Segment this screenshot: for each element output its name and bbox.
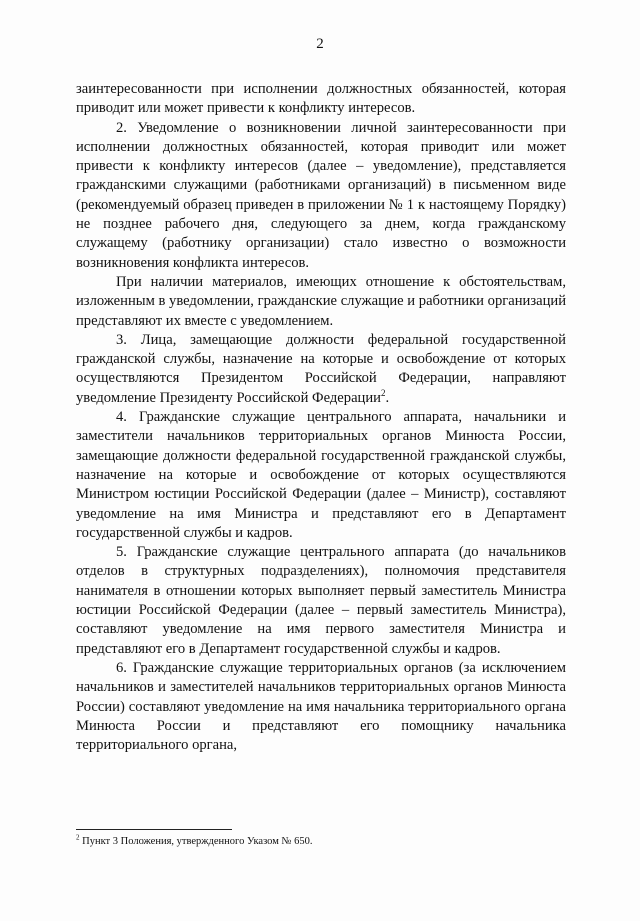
footnote-text: Пункт 3 Положения, утвержденного Указом № 650.	[79, 836, 313, 847]
paragraph-item-3	[76, 331, 566, 408]
footnote	[76, 835, 566, 848]
footnote-marker: 2	[76, 833, 80, 842]
page-number: 2	[316, 36, 324, 52]
footnote-reference: 2	[380, 387, 386, 398]
document-body	[76, 80, 566, 755]
paragraph-item-3-tail: .	[385, 389, 390, 406]
paragraph-item-2: 2. Уведомление о возникновении личной заинтересованности при исполнении должностных обязанностей, которая приводит или может привести к конфликту интересов (далее – уведомление), представляется гражданскими служащими (работниками организаций) в письменном виде (рекомендуемый образец приведен в приложении № 1 к настоящему Порядку) не позднее рабочего дня, следующего за днем, когда гражданскому служащему (работнику организации) стало известно о возможности возникновения конфликта интересов.	[76, 119, 566, 271]
paragraph-item-4: 4. Гражданские служащие центрального аппарата, начальники и заместители начальников территориальных органов Минюста России, замещающие должности федеральной государственной гражданской службы, назначение на которые и освобождение от которых осуществляются Министром юстиции Российской Федерации (далее – Министр), составляют уведомление на имя Министра и представляют его в Департамент государственной службы и кадров.	[76, 409, 566, 541]
paragraph-item-3-text: 3. Лица, замещающие должности федеральной государственной гражданской службы, назначение на которые и освобождение от которых осуществляются Президентом Российской Федерации, направляют уведомление Президенту Российской Федерации	[76, 331, 566, 406]
paragraph-continuation: заинтересованности при исполнении должностных обязанностей, которая приводит или может привести к конфликту интересов.	[76, 81, 566, 117]
footnote-divider	[76, 829, 232, 830]
paragraph-item-6: 6. Гражданские служащие территориальных органов (за исключением начальников и заместителей начальников территориальных органов Минюста России) составляют уведомление на имя начальника территориального органа Минюста России и представляют его помощнику начальника территориального органа,	[76, 659, 566, 754]
paragraph-item-5: 5. Гражданские служащие центрального аппарата (до начальников отделов в структурных подразделениях), полномочия представителя нанимателя в отношении которых выполняет первый заместитель Министра юстиции Российской Федерации (далее – первый заместитель Министра), составляют уведомление на имя первого заместителя Министра и представляют его в Департамент государственной службы и кадров.	[76, 544, 566, 657]
paragraph-materials: При наличии материалов, имеющих отношение к обстоятельствам, изложенным в уведомлении, гражданские служащие и работники организаций представляют их вместе с уведомлением.	[76, 273, 566, 329]
